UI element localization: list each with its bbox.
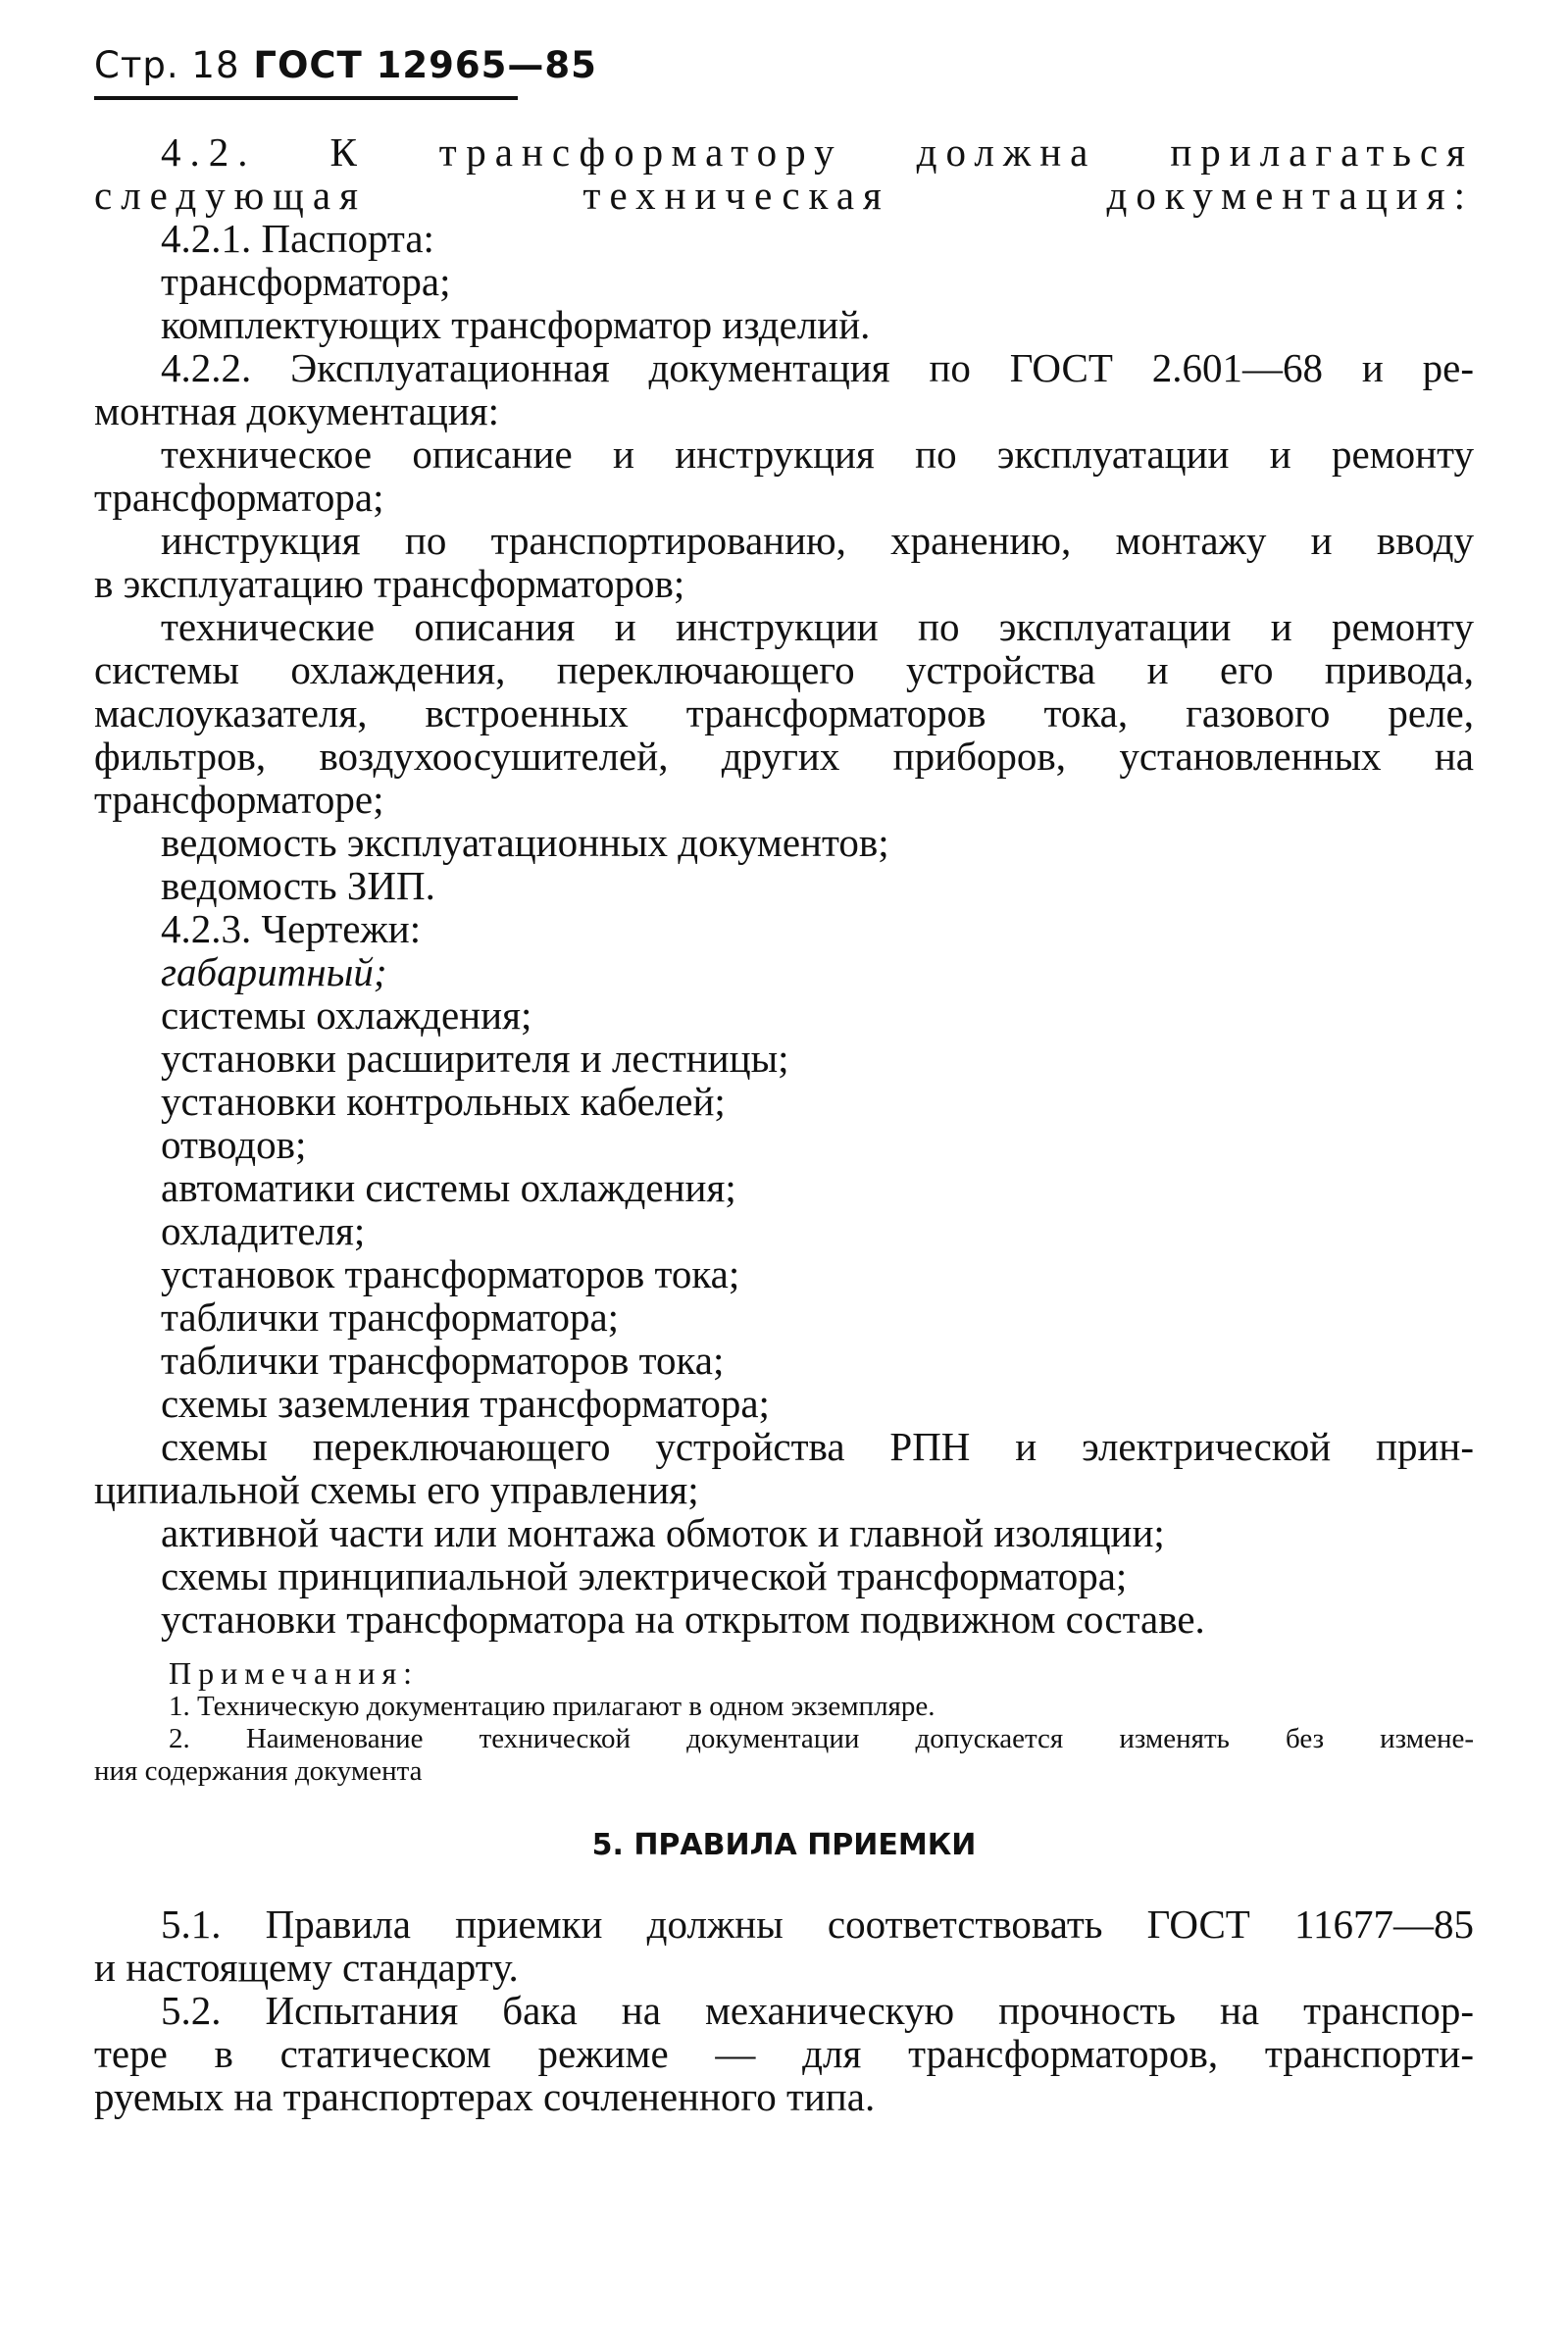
note-item: 2. Наименование технической документации допускается изменять без измене- (169, 1723, 1474, 1754)
note-item: ния содержания документа (94, 1755, 423, 1787)
page-number: Стр. 18 (94, 44, 240, 86)
list-item: схемы переключающего устройства РПН и электрической прин- (161, 1424, 1474, 1469)
list-item: технические описания и инструкции по эксплуатации и ремонту (161, 604, 1474, 649)
notes-title: Примечания: (169, 1655, 420, 1691)
list-item: установки контрольных кабелей; (161, 1079, 726, 1124)
list-item: установки расширителя и лестницы; (161, 1036, 789, 1081)
standard-designation: ГОСТ 12965—85 (253, 44, 597, 86)
list-item: трансформаторе; (94, 777, 384, 822)
list-item: трансформатора; (94, 475, 384, 520)
list-item: техническое описание и инструкция по эксплуатации и ремонту (161, 431, 1474, 477)
clause-4-2-2-line-2: монтная документация: (94, 388, 500, 433)
list-item: инструкция по транспортированию, хранению, монтажу и вводу (161, 518, 1474, 563)
list-item: активной части или монтажа обмоток и главной изоляции; (161, 1510, 1165, 1555)
list-item: в эксплуатацию трансформаторов; (94, 561, 685, 606)
list-item: схемы заземления трансформатора; (161, 1381, 770, 1426)
list-item: комплектующих трансформатор изделий. (161, 302, 871, 347)
list-item: охладителя; (161, 1208, 366, 1253)
list-item: установки трансформатора на открытом подвижном составе. (161, 1597, 1205, 1642)
clause-4-2-1: 4.2.1. Паспорта: (161, 216, 434, 261)
list-item: установок трансформаторов тока; (161, 1251, 740, 1296)
list-item: ведомость эксплуатационных документов; (161, 820, 889, 865)
list-item: отводов; (161, 1122, 307, 1167)
list-item: системы охлаждения, переключающего устройства и его привода, (94, 647, 1474, 692)
list-item: ведомость ЗИП. (161, 863, 435, 908)
list-item: автоматики системы охлаждения; (161, 1165, 736, 1210)
note-item: 1. Техническую документацию прилагают в одном экземпляре. (169, 1691, 936, 1722)
clause-5-1-line-2: и настоящему стандарту. (94, 1945, 519, 1990)
list-item: таблички трансформаторов тока; (161, 1338, 725, 1383)
page-header (94, 41, 597, 90)
list-item: ципиальной схемы его управления; (94, 1467, 699, 1512)
header-rule (94, 96, 518, 100)
clause-4-2-2-line-1: 4.2.2. Эксплуатационная документация по ГОСТ 2.601—68 и ре- (161, 345, 1474, 390)
list-item: фильтров, воздухоосушителей, других приборов, установленных на (94, 734, 1474, 779)
list-item: схемы принципиальной электрической трансформатора; (161, 1553, 1128, 1598)
clause-4-2-line-1: 4.2. К трансформатору должна прилагаться (161, 129, 1474, 175)
clause-5-2-line-2: тере в статическом режиме — для трансформаторов, транспорти- (94, 2031, 1474, 2076)
clause-4-2-3: 4.2.3. Чертежи: (161, 906, 422, 951)
list-item: маслоуказателя, встроенных трансформаторов тока, газового реле, (94, 690, 1474, 735)
clause-5-1-line-1: 5.1. Правила приемки должны соответствовать ГОСТ 11677—85 (161, 1901, 1474, 1947)
clause-5-2-line-1: 5.2. Испытания бака на механическую прочность на транспор- (161, 1988, 1474, 2033)
list-item: габаритный; (161, 949, 387, 994)
list-item: трансформатора; (161, 259, 451, 304)
list-item: таблички трансформатора; (161, 1294, 620, 1340)
clause-4-2-line-2: следующая техническая документация: (94, 173, 1474, 218)
clause-5-2-line-3: руемых на транспортерах сочлененного типа. (94, 2074, 876, 2119)
section-title: 5. ПРАВИЛА ПРИЕМКИ (591, 1828, 977, 1862)
list-item: системы охлаждения; (161, 992, 532, 1038)
